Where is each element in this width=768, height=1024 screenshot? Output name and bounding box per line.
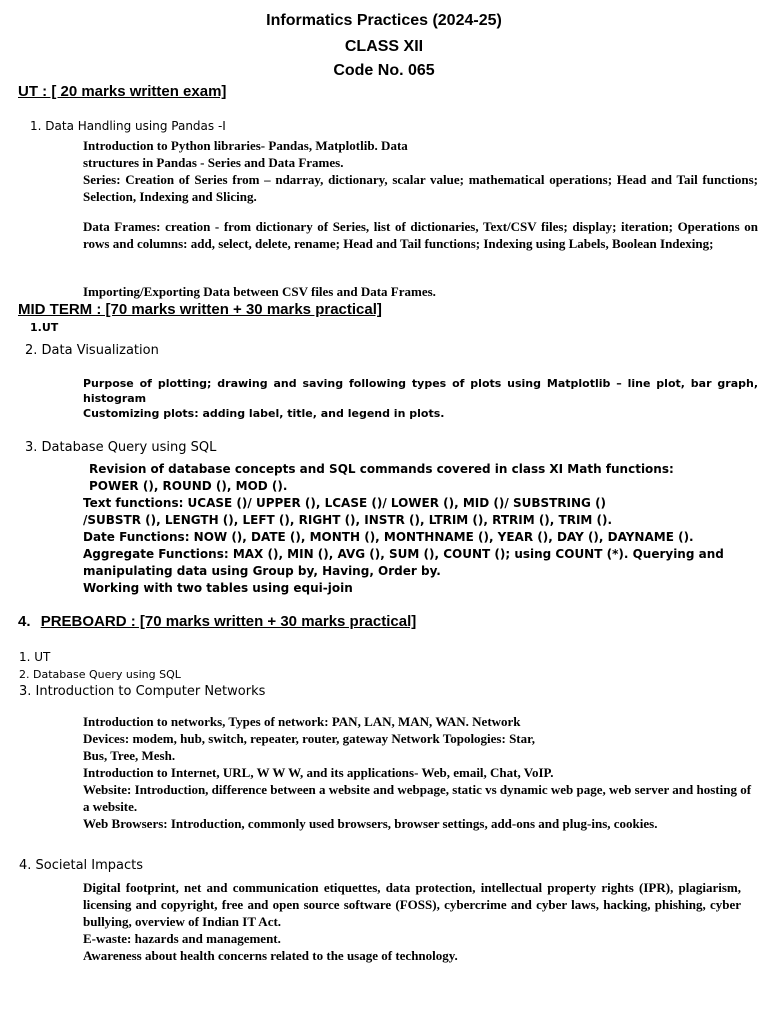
doc-code: Code No. 065	[333, 62, 435, 79]
sql-line: /SUBSTR (), LENGTH (), LEFT (), RIGHT (), INSTR (), LTRIM (), RTRIM (), TRIM ().	[83, 513, 613, 527]
viz-block	[83, 376, 758, 421]
sql-line: POWER (), ROUND (), MOD ().	[89, 479, 288, 493]
sql-block	[83, 461, 763, 597]
sql-line: Aggregate Functions: MAX (), MIN (), AVG (), SUM (), COUNT (); using COUNT (*). Querying and manipulating data using Group by, Having, Order by.	[83, 547, 724, 578]
midterm-item-1: 1.UT	[30, 321, 59, 334]
doc-title: Informatics Practices (2024-25)	[266, 12, 502, 29]
preboard-heading-row	[18, 613, 416, 630]
midterm-heading: MID TERM : [70 marks written + 30 marks practical]	[18, 301, 382, 318]
ut-dataframes-para: Data Frames: creation - from dictionary of Series, list of dictionaries, Text/CSV files; display; iteration; Operations on rows and columns: add, select, delete, rename; Head and Tail functions; Indexing using Labels, Boolean Indexing;	[83, 219, 758, 251]
soc-line: Awareness about health concerns related to the usage of technology.	[83, 948, 458, 963]
net-line: Web Browsers: Introduction, commonly used browsers, browser settings, add-ons and plug-ins, cookies.	[83, 816, 658, 831]
ut-para-line: structures in Pandas - Series and Data Frames.	[83, 155, 344, 170]
sql-line: Revision of database concepts and SQL commands covered in class XI Math functions:	[89, 462, 674, 476]
ut-pandas-block	[83, 137, 758, 205]
ut-para-line: Introduction to Python libraries- Pandas, Matplotlib. Data	[83, 138, 408, 153]
net-line: Introduction to Internet, URL, W W W, and its applications- Web, email, Chat, VoIP.	[83, 765, 554, 780]
ut-import-export: Importing/Exporting Data between CSV files and Data Frames.	[83, 284, 436, 299]
preboard-number: 4.	[18, 613, 31, 630]
ut-para-line: Series: Creation of Series from – ndarray, dictionary, scalar value; mathematical operations; Head and Tail functions; Selection, Indexing and Slicing.	[83, 172, 758, 204]
preboard-item-3: 3. Introduction to Computer Networks	[19, 684, 266, 699]
preboard-item-1: 1. UT	[19, 650, 51, 664]
midterm-item-2: 2. Data Visualization	[25, 343, 159, 358]
viz-line: Purpose of plotting; drawing and saving following types of plots using Matplotlib – line plot, bar graph, histogram	[83, 377, 758, 405]
societal-block	[83, 879, 741, 964]
soc-line: E-waste: hazards and management.	[83, 931, 281, 946]
sql-line: Text functions: UCASE ()/ UPPER (), LCASE ()/ LOWER (), MID ()/ SUBSTRING ()	[83, 496, 607, 510]
ut-item-1: 1. Data Handling using Pandas -I	[30, 119, 226, 133]
net-line: Website: Introduction, difference between a website and webpage, static vs dynamic web page, web server and hosting of a website.	[83, 782, 752, 814]
net-line: Introduction to networks, Types of network: PAN, LAN, MAN, WAN. Network	[83, 714, 521, 729]
doc-class: CLASS XII	[344, 38, 424, 55]
preboard-heading: PREBOARD : [70 marks written + 30 marks practical]	[40, 613, 417, 630]
viz-line: Customizing plots: adding label, title, and legend in plots.	[83, 407, 445, 420]
soc-line: Digital footprint, net and communication etiquettes, data protection, intellectual property rights (IPR), plagiarism, licensing and copyright, free and open source software (FOSS), cybercrime and cyber laws, hacking, phishing, cyber bullying, overview of Indian IT Act.	[83, 880, 741, 929]
networks-block	[83, 713, 758, 832]
sql-line: Date Functions: NOW (), DATE (), MONTH (), MONTHNAME (), YEAR (), DAY (), DAYNAME ().	[83, 530, 694, 544]
sql-line: Working with two tables using equi-join	[83, 581, 353, 595]
preboard-item-2: 2. Database Query using SQL	[19, 668, 181, 681]
ut-heading: UT : [ 20 marks written exam]	[18, 83, 227, 100]
net-line: Devices: modem, hub, switch, repeater, router, gateway Network Topologies: Star,	[83, 731, 535, 746]
midterm-item-3: 3. Database Query using SQL	[25, 440, 217, 455]
net-line: Bus, Tree, Mesh.	[83, 748, 176, 763]
preboard-item-4: 4. Societal Impacts	[19, 858, 144, 873]
